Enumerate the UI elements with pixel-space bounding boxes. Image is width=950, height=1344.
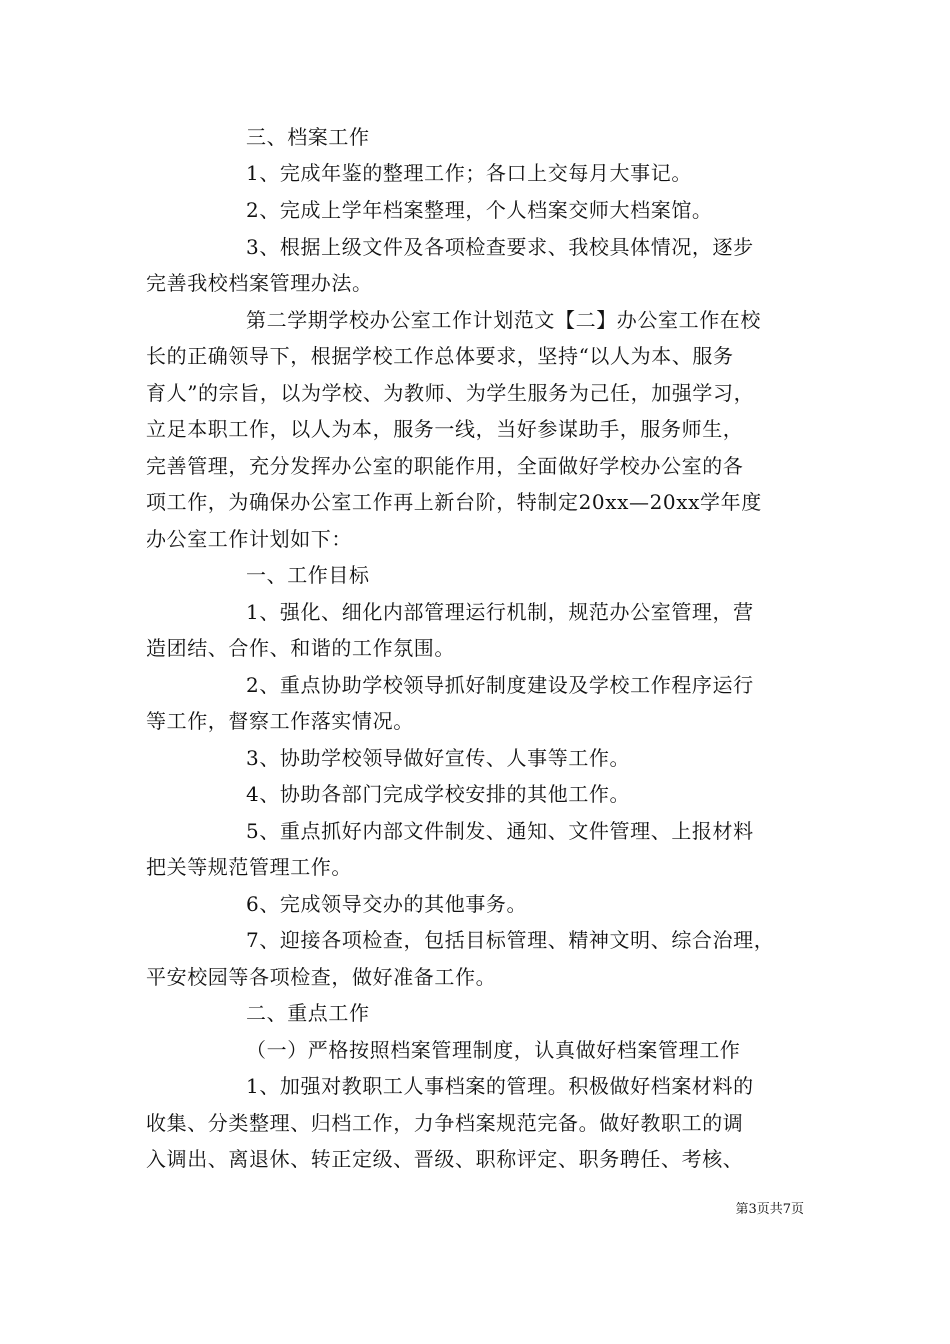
paragraph-line: 2、完成上学年档案整理，个人档案交师大档案馆。 <box>246 198 713 222</box>
paragraph-line: 1、加强对教职工人事档案的管理。积极做好档案材料的 <box>246 1074 754 1098</box>
paragraph-line: 完善我校档案管理办法。 <box>146 271 373 295</box>
paragraph-line: 3、协助学校领导做好宣传、人事等工作。 <box>246 746 631 770</box>
paragraph-line: 平安校园等各项检查，做好准备工作。 <box>146 965 497 989</box>
heading-archive-work: 三、档案工作 <box>246 125 370 149</box>
paragraph-line: 造团结、合作、和谐的工作氛围。 <box>146 636 455 660</box>
paragraph-line: 第二学期学校办公室工作计划范文【二】办公室工作在校 <box>246 308 761 332</box>
paragraph-line: 等工作，督察工作落实情况。 <box>146 709 414 733</box>
paragraph-line: 入调出、离退休、转正定级、晋级、职称评定、职务聘任、考核、 <box>146 1147 744 1171</box>
paragraph-line: 办公室工作计划如下： <box>146 527 352 551</box>
paragraph-line: 育人”的宗旨，以为学校、为教师、为学生服务为己任，加强学习， <box>146 381 755 405</box>
paragraph-line: 5、重点抓好内部文件制发、通知、文件管理、上报材料 <box>246 819 754 843</box>
page-number: 第3页共7页 <box>735 1202 804 1217</box>
paragraph-line: 6、完成领导交办的其他事务。 <box>246 892 528 916</box>
paragraph-line: 长的正确领导下，根据学校工作总体要求，坚持“以人为本、服务 <box>146 344 734 368</box>
paragraph-line: 把关等规范管理工作。 <box>146 855 352 879</box>
paragraph-line: 项工作，为确保办公室工作再上新台阶，特制定20xx—20xx学年度 <box>146 490 762 514</box>
paragraph-line: 立足本职工作，以人为本，服务一线，当好参谋助手，服务师生， <box>146 417 744 441</box>
heading-key-work: 二、重点工作 <box>246 1001 370 1025</box>
paragraph-line: 7、迎接各项检查，包括目标管理、精神文明、综合治理， <box>246 928 775 952</box>
paragraph-line: 完善管理，充分发挥办公室的职能作用，全面做好学校办公室的各 <box>146 454 744 478</box>
subheading-archive-management: （一）严格按照档案管理制度，认真做好档案管理工作 <box>246 1038 741 1062</box>
paragraph-line: 4、协助各部门完成学校安排的其他工作。 <box>246 782 631 806</box>
paragraph-line: 2、重点协助学校领导抓好制度建设及学校工作程序运行 <box>246 673 754 697</box>
heading-work-goals: 一、工作目标 <box>246 563 370 587</box>
paragraph-line: 3、根据上级文件及各项检查要求、我校具体情况，逐步 <box>246 235 754 259</box>
paragraph-line: 1、强化、细化内部管理运行机制，规范办公室管理，营 <box>246 600 754 624</box>
paragraph-line: 收集、分类整理、归档工作，力争档案规范完备。做好教职工的调 <box>146 1111 744 1135</box>
paragraph-line: 1、完成年鉴的整理工作；各口上交每月大事记。 <box>246 161 692 185</box>
